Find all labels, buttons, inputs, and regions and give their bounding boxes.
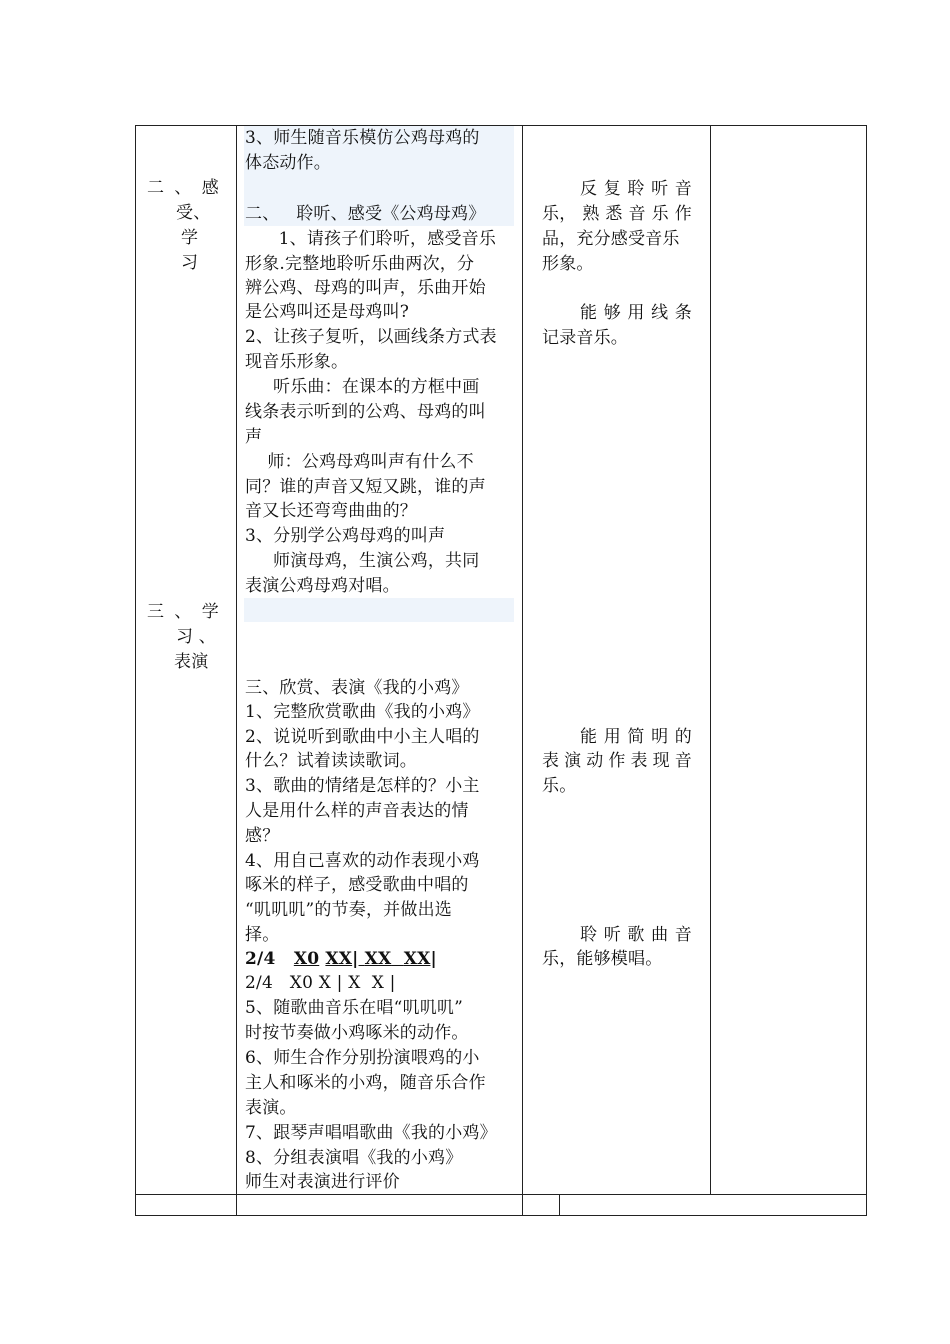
activity-line: 辨公鸡、母鸡的叫声，乐曲开始 [245, 278, 486, 298]
activity-line: 师演母鸡，生演公鸡，共同 [245, 551, 480, 571]
activity-line: 主人和啄米的小鸡，随音乐合作 [245, 1073, 486, 1093]
section-heading-line: 受、 [176, 203, 211, 223]
activity-line: 3、分别学公鸡母鸡的叫声 [245, 526, 446, 546]
section-heading-line: 表演 [174, 652, 209, 672]
intent-line: 反 复 聆 听 音 [580, 179, 692, 199]
intent-line: 形象。 [542, 254, 594, 274]
activity-line: 3、歌曲的情绪是怎样的？小主 [245, 776, 480, 796]
rhythm-note: XX [403, 949, 431, 969]
activity-line: 声 [245, 427, 263, 447]
rhythm-row-2 [245, 971, 396, 996]
activity-line: 什么？试着读读歌词。 [245, 751, 417, 771]
table-col-divider [522, 125, 523, 1216]
activity-line: 1、请孩子们聆听，感受音乐 [245, 229, 497, 249]
intent-line: 品，充分感受音乐 [542, 229, 680, 249]
activity-line: 是公鸡叫还是母鸡叫? [245, 302, 410, 322]
activity-line: 形象.完整地聆听乐曲两次，分 [245, 254, 475, 274]
table-col-divider [559, 1194, 560, 1216]
rhythm-note: X [371, 973, 385, 993]
activity-line: 7、跟琴声唱唱歌曲《我的小鸡》 [245, 1123, 497, 1143]
activity-line: 线条表示听到的公鸡、母鸡的叫 [245, 402, 486, 422]
intent-line: 记录音乐。 [542, 328, 628, 348]
rhythm-note: XX [364, 949, 392, 969]
table-left-border [135, 125, 136, 1216]
rhythm-note: X0 [289, 973, 314, 993]
activity-line: 2、说说听到歌曲中小主人唱的 [245, 727, 480, 747]
intent-line: 乐， 熟 悉 音 乐 作 [542, 204, 692, 224]
activity-line: 三、欣赏、表演《我的小鸡》 [245, 678, 469, 698]
activity-line: 体态动作。 [245, 153, 331, 173]
table-col-divider [236, 125, 237, 1216]
highlight-band [244, 598, 514, 622]
activity-line: 人是用什么样的声音表达的情 [245, 801, 469, 821]
rhythm-row-1 [245, 947, 437, 972]
intent-line: 能 用 简 明 的 [580, 727, 692, 747]
section-heading-line: 三 、 学 [147, 602, 219, 622]
table-col-divider [710, 125, 711, 1195]
time-signature: 2/4 [245, 973, 273, 993]
intent-line: 能 够 用 线 条 [580, 303, 692, 323]
activity-line: 6、师生合作分别扮演喂鸡的小 [245, 1048, 480, 1068]
time-signature: 2/4 [245, 949, 276, 969]
intent-line: 乐，能够模唱。 [542, 949, 663, 969]
activity-line: 师：公鸡母鸡叫声有什么不 [245, 452, 474, 472]
table-bottom-border [135, 1215, 867, 1216]
activity-line: 感？ [245, 826, 280, 846]
activity-line: 8、分组表演唱《我的小鸡》 [245, 1148, 463, 1168]
intent-line: 聆 听 歌 曲 音 [580, 925, 692, 945]
activity-line: 2、让孩子复听，以画线条方式表 [245, 327, 497, 347]
rhythm-note: XX [325, 949, 353, 969]
activity-line: “叽叽叽”的节奏，并做出选 [245, 900, 452, 920]
activity-line: 啄米的样子，感受歌曲中唱的 [245, 875, 469, 895]
activity-line: 现音乐形象。 [245, 352, 349, 372]
activity-line: 择。 [245, 925, 280, 945]
intent-line: 乐。 [542, 776, 577, 796]
activity-line: 表演公鸡母鸡对唱。 [245, 576, 400, 596]
section-heading-line: 二 、 感 [147, 178, 219, 198]
table-right-border [866, 125, 867, 1216]
activity-line: 听乐曲：在课本的方框中画 [245, 377, 480, 397]
rhythm-note: X [348, 973, 361, 993]
barline: | [352, 949, 359, 969]
activity-line: 同？谁的声音又短又跳，谁的声 [245, 477, 486, 497]
activity-line: 4、用自己喜欢的动作表现小鸡 [245, 851, 480, 871]
activity-line: 二、 聆听、感受《公鸡母鸡》 [245, 204, 486, 224]
barline: | [389, 973, 396, 993]
barline: | [336, 973, 343, 993]
rhythm-note: X0 [293, 949, 320, 969]
activity-line: 5、随歌曲音乐在唱“叽叽叽” [245, 998, 463, 1018]
activity-line: 1、完整欣赏歌曲《我的小鸡》 [245, 702, 480, 722]
activity-line: 音又长还弯弯曲曲的？ [245, 501, 417, 521]
activity-line: 时按节奏做小鸡啄米的动作。 [245, 1023, 469, 1043]
rhythm-note: X [318, 973, 332, 993]
activity-line: 表演。 [245, 1098, 297, 1118]
section-heading-line: 学 [181, 228, 199, 248]
section-heading-line: 习 [181, 253, 199, 273]
activity-line: 3、师生随音乐模仿公鸡母鸡的 [245, 128, 480, 148]
barline: | [430, 949, 437, 969]
activity-line: 师生对表演进行评价 [245, 1172, 400, 1192]
intent-line: 表 演 动 作 表 现 音 [542, 751, 692, 771]
section-heading-line: 习 、 [176, 627, 217, 647]
